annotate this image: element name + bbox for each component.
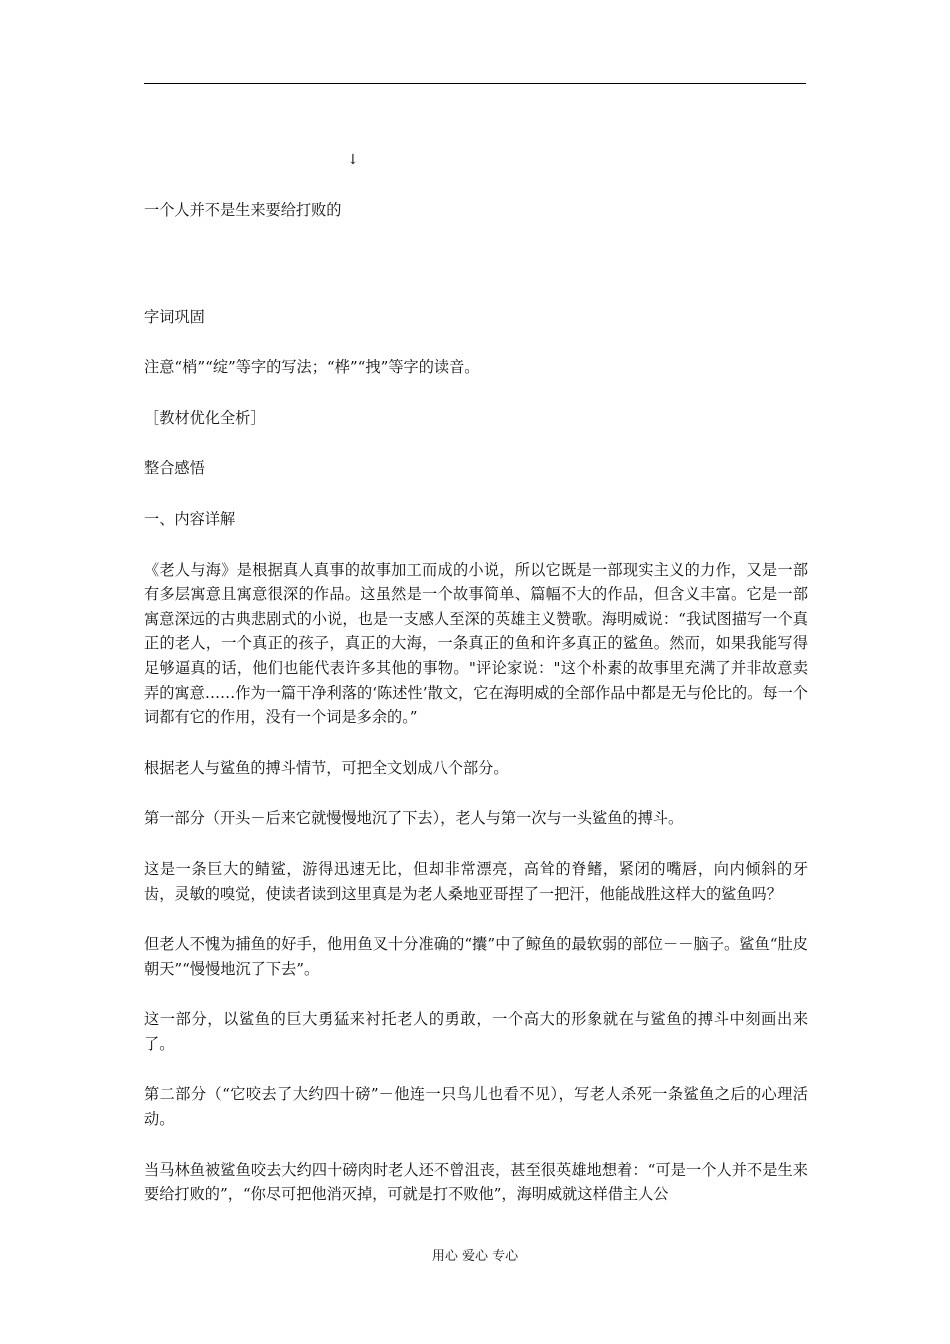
paragraph-harpoon: 但老人不愧为捕鱼的好手，他用鱼叉十分准确的“攮”中了鲸鱼的最软弱的部位－－脑子。鲨鱼“肚皮朝天”“慢慢地沉了下去”。 — [144, 935, 808, 978]
section-heading-content: 一、内容详解 — [144, 509, 236, 528]
paragraph-intro: 《老人与海》是根据真人真事的故事加工而成的小说，所以它既是一部现实主义的力作，又是一部有多层寓意且寓意很深的作品。这虽然是一个故事简单、篇幅不大的作品，但含义丰富。它是一部寓意深远的古典悲剧式的小说，也是一支感人至深的英雄主义赞歌。海明威说：“我试图描写一个真正的老人，一个真正的孩子，真正的大海，一条真正的鱼和许多真正的鲨鱼。然而，如果我能写得足够逼真的话，他们也能代表许多其他的事物。"评论家说："这个朴素的故事里充满了并非故意卖弄的寓意……作为一篇干净利落的‘陈述性’散文，它在海明威的全部作品中都是无与伦比的。每一个词都有它的作用，没有一个词是多余的。” — [144, 560, 808, 727]
paragraph-part1: 第一部分（开头－后来它就慢慢地沉了下去），老人与第一次与一头鲨鱼的搏斗。 — [144, 809, 684, 828]
section-heading-vocab: 字词巩固 — [144, 307, 205, 326]
section-heading-integrate: 整合感悟 — [144, 459, 205, 478]
page-footer: 用心 爱心 专心 — [431, 1249, 519, 1264]
section-heading-analysis: ［教材优化全析］ — [144, 408, 266, 427]
paragraph-divide: 根据老人与鲨鱼的搏斗情节，可把全文划成八个部分。 — [144, 758, 509, 777]
paragraph-part2: 第二部分（“它咬去了大约四十磅”－他连一只鸟儿也看不见），写老人杀死一条鲨鱼之后的心理活动。 — [144, 1085, 808, 1129]
down-arrow-icon: ↓ — [347, 152, 359, 168]
document-title: 一个人并不是生来要给打败的 — [144, 201, 342, 219]
vocab-note: 注意“梢”“绽”等字的写法；“桦”“拽”等字的读音。 — [144, 358, 480, 377]
paragraph-marlin: 当马林鱼被鲨鱼咬去大约四十磅肉时老人还不曾沮丧，甚至很英雄地想着：“可是一个人并不是生来要给打败的”，“你尽可把他消灭掉，可就是打不败他”，海明威就这样借主人公 — [144, 1160, 808, 1204]
header-rule — [144, 83, 806, 84]
paragraph-contrast: 这一部分，以鲨鱼的巨大勇猛来衬托老人的勇敢，一个高大的形象就在与鲨鱼的搏斗中刻画出来了。 — [144, 1010, 808, 1053]
paragraph-shark: 这是一条巨大的鲭鲨，游得迅速无比，但却非常漂亮，高耸的脊鳍，紧闭的嘴唇，向内倾斜的牙齿，灵敏的嗅觉，使读者读到这里真是为老人桑地亚哥捏了一把汗，他能战胜这样大的鲨鱼吗？ — [144, 859, 808, 903]
document-body — [144, 198, 808, 1207]
